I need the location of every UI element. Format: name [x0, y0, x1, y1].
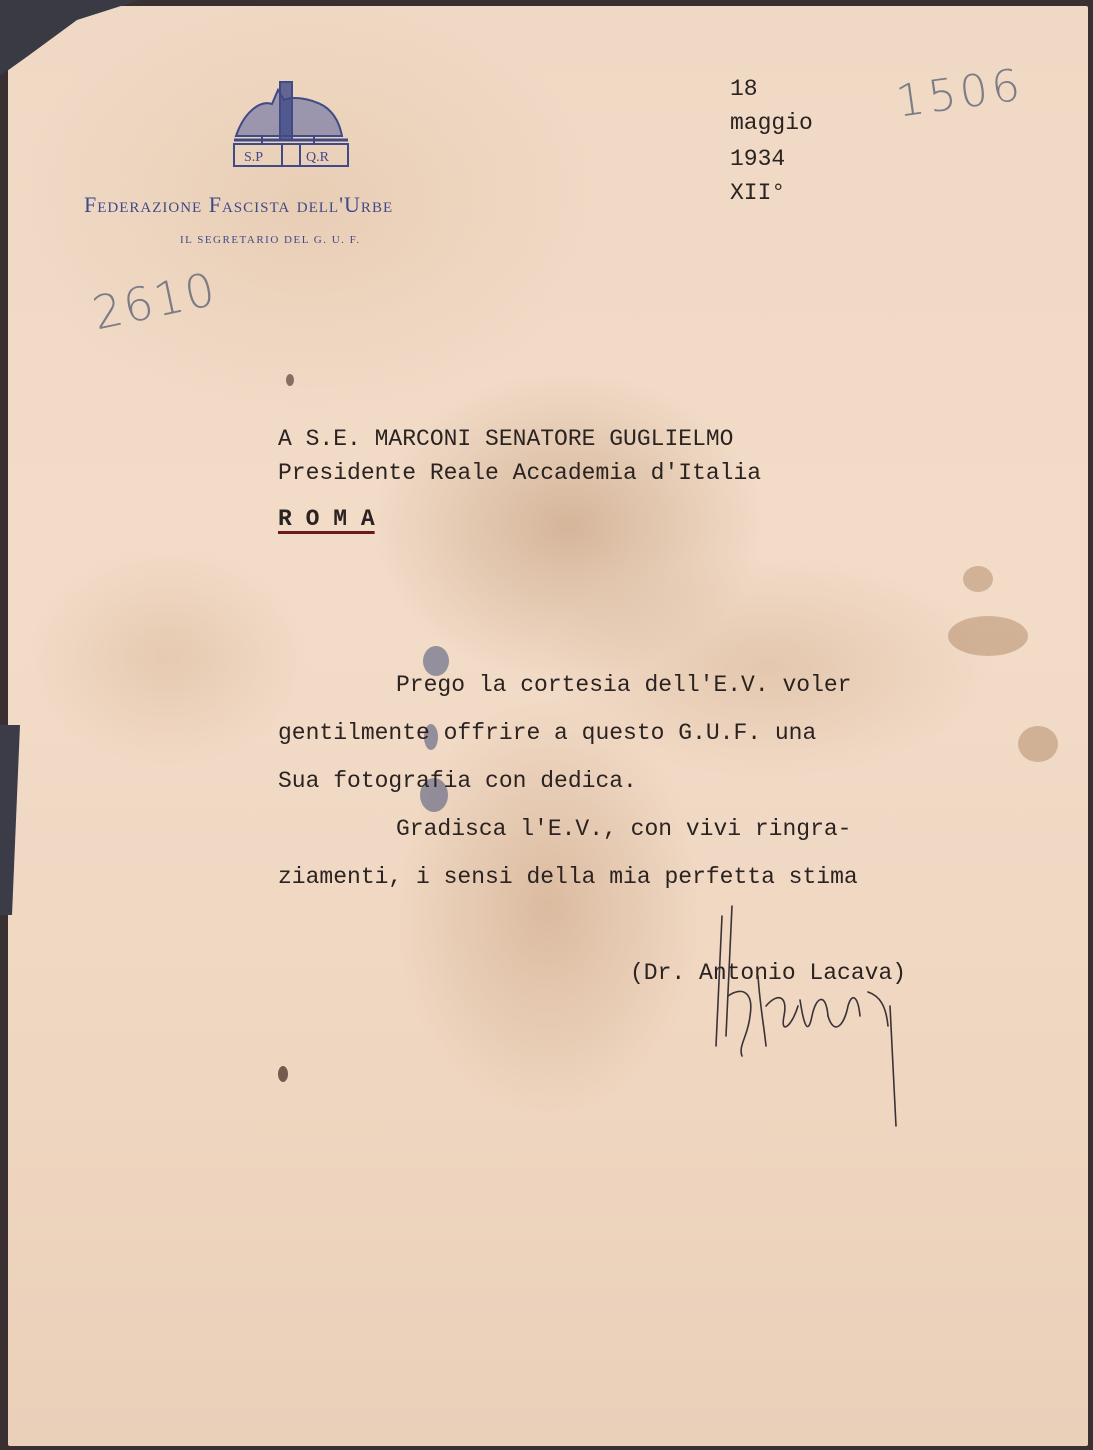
- logo-text-sp: S.P: [244, 150, 264, 165]
- body-line-1: Prego la cortesia dell'E.V. voler: [396, 672, 852, 698]
- letterhead-title: Federazione Fascista dell'Urbe: [84, 192, 394, 217]
- letterhead-subtitle: IL SEGRETARIO DEL G. U. F.: [180, 234, 361, 246]
- stain: [1018, 726, 1058, 762]
- stain: [963, 566, 993, 592]
- body-line-4: Gradisca l'E.V., con vivi ringra-: [396, 816, 852, 842]
- date-era: XII°: [730, 180, 786, 206]
- body-line-5: ziamenti, i sensi della mia perfetta stima: [278, 864, 858, 890]
- body-line-3: Sua fotografia con dedica.: [278, 768, 637, 794]
- archive-number-top-right: 1506: [893, 59, 1027, 128]
- typed-signature-name: (Dr. Antonio Lacava): [630, 960, 907, 986]
- stain: [278, 1066, 288, 1082]
- handwritten-signature: [708, 896, 908, 1136]
- recipient-line-1: A S.E. MARCONI SENATORE GUGLIELMO: [278, 426, 734, 452]
- body-line-2: gentilmente offrire a questo G.U.F. una: [278, 720, 817, 746]
- date-month: maggio: [730, 110, 813, 136]
- recipient-city: R O M A: [278, 506, 375, 532]
- date-year: 1934: [730, 146, 786, 172]
- spqr-wolf-logo: [226, 78, 356, 170]
- logo-text-qr: Q.R: [306, 150, 329, 165]
- stain: [948, 616, 1028, 656]
- archive-number-left: 2610: [87, 261, 222, 341]
- date-day: 18: [730, 76, 758, 102]
- recipient-line-2: Presidente Reale Accademia d'Italia: [278, 460, 762, 486]
- stain: [286, 374, 294, 386]
- letter-paper: [8, 6, 1088, 1446]
